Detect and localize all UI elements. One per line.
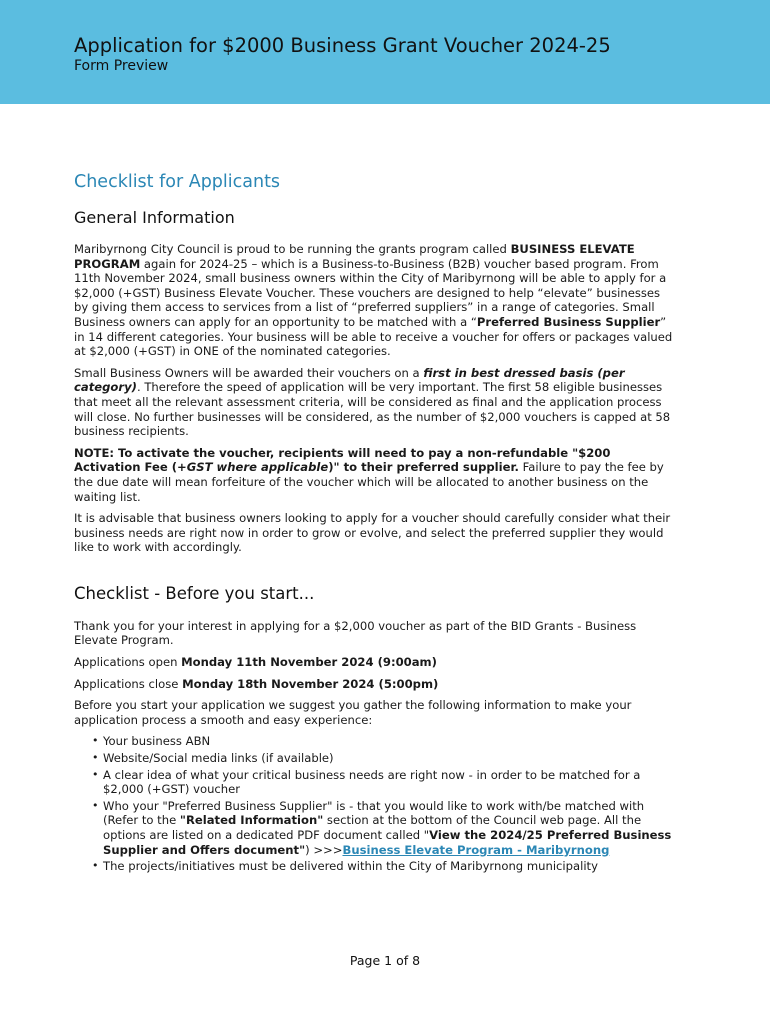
bullet-icon: •: [92, 751, 99, 765]
advice-paragraph: It is advisable that business owners looking to apply for a voucher should carefully consider what their business needs are right now in order to grow or evolve, and select the preferred supplier they would like to work with accordingly.: [74, 511, 671, 555]
main-content: [74, 168, 674, 876]
checklist-items: [74, 734, 674, 873]
gather-paragraph: Before you start your application we suggest you gather the following information to make your application process a smooth and easy experience:: [74, 698, 632, 727]
bullet-icon: •: [92, 859, 99, 873]
list-item-supplier: • Who your "Preferred Business Supplier" is - that you would like to work with/be matched with (Refer to the "Related Information" section at the bottom of the Council web page. All the options are listed on a dedicated PDF document called "View the 2024/25 Preferred Business Supplier and Offers document") >>>Business Elevate Program - Maribyrnong: [92, 798, 672, 857]
award-paragraph: Small Business Owners will be awarded their vouchers on a first in best dressed basis (per category). Therefore the speed of application will be very important. The first 58 eligible businesses that meet all the relevant assessment criteria, will be considered as final and the application process will close. No further businesses will be considered, as the number of $2,000 vouchers is capped at 58 business recipients.: [74, 365, 671, 439]
form-title: Application for $2000 Business Grant Voucher 2024-25: [74, 34, 611, 57]
intro-paragraph: Maribyrnong City Council is proud to be running the grants program called BUSINESS ELEVATE PROGRAM again for 2024-25 – which is a Business-to-Business (B2B) voucher based program. From 11th November 2024, small business owners within the City of Maribyrnong will be able to apply for a $2,000 (+GST) Business Elevate Voucher. These vouchers are designed to help “elevate” businesses by giving them access to services from a list of “preferred suppliers” in a range of categories. Small Business owners can apply for an opportunity to be matched with a “Preferred Business Supplier” in 14 different categories. Your business will be able to receive a voucher for offers or packages valued at $2,000 (+GST) in ONE of the nominated categories.: [74, 242, 673, 359]
before-start-heading: Checklist - Before you start...: [74, 583, 315, 603]
list-item-website: • Website/Social media links (if available): [92, 751, 334, 766]
list-item-abn: • Your business ABN: [92, 734, 211, 749]
form-subtitle: Form Preview: [74, 58, 169, 74]
page-number: Page 1 of 8: [349, 953, 421, 968]
list-item-projects: • The projects/initiatives must be delivered within the City of Maribyrnong municipality: [92, 859, 598, 874]
checklist-heading: Checklist for Applicants: [74, 172, 281, 192]
thanks-paragraph: Thank you for your interest in applying for a $2,000 voucher as part of the BID Grants - Business Elevate Program.: [74, 618, 637, 648]
business-elevate-link[interactable]: Business Elevate Program - Maribyrnong: [342, 842, 610, 857]
note-paragraph: NOTE: To activate the voucher, recipients will need to pay a non-refundable "$200 Activation Fee (+GST where applicable)" to their preferred supplier. Failure to pay the fee by the due date will mean forfeiture of the voucher which will be allocated to another business on the waiting list.: [74, 445, 664, 504]
bullet-icon: •: [92, 798, 99, 812]
list-item-needs: • A clear idea of what your critical business needs are right now - in order to be matched for a $2,000 (+GST) voucher: [92, 767, 641, 797]
bullet-icon: •: [92, 734, 99, 748]
general-info-heading: General Information: [74, 208, 235, 227]
applications-open: Applications open Monday 11th November 2024 (9:00am): [74, 655, 437, 670]
page-header: [0, 0, 770, 104]
applications-close: Applications close Monday 18th November 2024 (5:00pm): [74, 676, 439, 691]
bullet-icon: •: [92, 767, 99, 781]
